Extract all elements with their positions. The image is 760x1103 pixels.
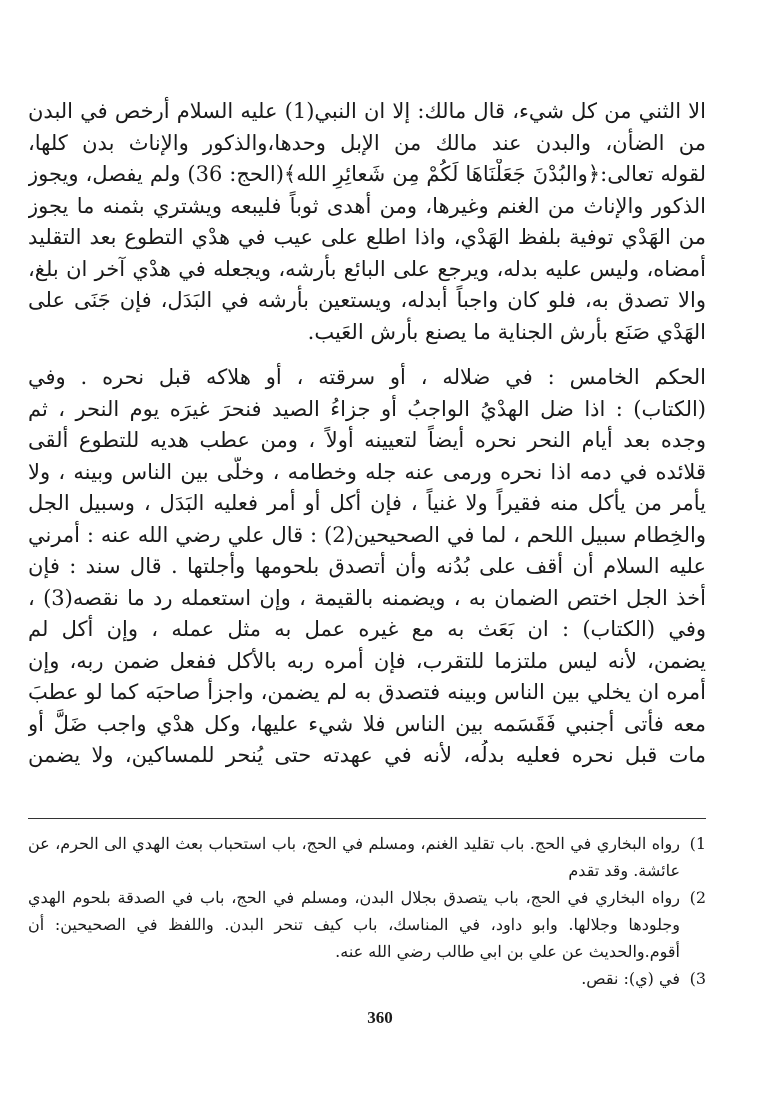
text-line: من الضأن، والبدن عند مالك من الإبل وحدها،والذكور والإناث بدن كلها، — [28, 130, 706, 155]
footnote-text: رواه البخاري في الحج. باب تقليد الغنم، ومسلم في الحج، باب استحباب بعث الهدي الى الحرم، عن عائشة. وقد تقدم — [28, 834, 680, 880]
text-line: مات قبل نحره فعليه بدلُه، لأنه في عهدته حتى يُنحر للمساكين، ولا يضمن — [28, 743, 706, 767]
footnotes — [28, 830, 706, 992]
footnote-text: في (ي): نقص. — [581, 969, 680, 988]
text-line: معه فأتى أجنبي فَقَسَمه بين الناس فلا شيء عليها، وكل هدْي واجب ضَلَّ أو — [28, 711, 706, 736]
text-line: وفي (الكتاب) : ان بَعَث به مع غيره عمل به مثل عمله ، وإن أكل لم — [28, 617, 706, 641]
footnote-number: 3) — [689, 969, 706, 988]
footnote-divider — [28, 818, 706, 819]
text-line: والا تصدق به، فلو كان واجباً أبدله، ويستعين بأرشه في البَدَل، فإن جَنَى على — [28, 288, 706, 312]
footnote-number: 1) — [689, 834, 706, 853]
text-line: والخِطام سبيل اللحم ، لما في الصحيحين(2) : قال علي رضي الله عنه : أمرني — [28, 522, 706, 547]
text-line: يأمر من يأكل منه فقيراً ولا غنياً ، فإن أكل أو أمر فعليه البَدَل ، وسبيل الجل — [28, 491, 706, 515]
text-line: الا الثني من كل شيء، قال مالك: إلا ان النبي(1) عليه السلام أرخص في البدن — [28, 99, 706, 123]
text-line: عليه السلام أن أقف على بُدُنه وأن أتصدق بلحومها وأجلتها . قال سند : فإن — [28, 554, 706, 578]
main-text — [28, 96, 706, 772]
footnote-2 — [28, 884, 706, 965]
text-line: من الهَدْي توفية بلفظ الهَدْي، واذا اطلع على عيب في هدْي التطوع بعد التقليد — [28, 225, 706, 249]
text-line: أمضاه، وليس عليه بدله، ويرجع على البائع بأرشه، ويجعله في هدْي آخر ان بلغ، — [28, 256, 706, 281]
footnote-number: 2) — [689, 888, 706, 907]
footnote-1 — [28, 830, 706, 884]
page-number: 360 — [367, 1008, 393, 1027]
text-line: يضمن، لأنه ليس ملتزما للتقرب، فإن أمره ربه بالأكل ففعل ضمن ربه، وإن — [28, 648, 706, 673]
section-heading-line: الحكم الخامس : في ضلاله ، أو سرقته ، أو هلاكه قبل نحره . وفي — [28, 365, 706, 389]
footnote-text: رواه البخاري في الحج، باب يتصدق بجلال البدن، ومسلم في الحج، باب في الصدقة بلحوم الهدي وجلودها وجلالها. وابو داود، في المناسك، باب كيف تنحر البدن. واللفظ في الصحيحين: أن أقوم.والحديث عن علي بن ابي طالب رضي الله عنه. — [28, 888, 680, 961]
text-line: وجده بعد أيام النحر نحره أيضاً لتعيينه أولاً ، ومن عطب هديه للتطوع ألقى — [28, 428, 706, 452]
text-line: أخذ الجل اختص الضمان به ، ويضمنه بالقيمة ، وإن استعمله رد ما نقصه(3) ، — [28, 585, 706, 610]
text-line: (الكتاب) : اذا ضل الهدْيُ الواجبُ أو جزاءُ الصيد فنحرَ غيرَه يوم النحر ، ثم — [28, 396, 706, 421]
text-line: الهَدْي صَنَع بأرش الجناية ما يصنع بأرش العَيب. — [307, 319, 706, 344]
text-line: لقوله تعالى:﴿والبُدْنَ جَعَلْنَاهَا لَكُمْ مِن شَعائِرِ الله﴾(الحج: 36) ولم يفصل، ويجوز — [28, 162, 706, 186]
text-line: أمره ان يخلي بين الناس وبينه فتصدق به لم يضمن، واجزأ صاحبَه كما لو عطبَ — [28, 680, 706, 704]
text-line: الذكور والإناث من الغنم وغيرها، ومن أهدى ثوباً فليبعه ويشتري بثمنه ما يجوز — [28, 193, 706, 218]
text-line: قلائده في دمه اذا نحره ورمى عنه جله وخطامه ، وخلّى بين الناس وبينه ، ولا — [28, 459, 706, 484]
footnote-3 — [28, 965, 706, 992]
